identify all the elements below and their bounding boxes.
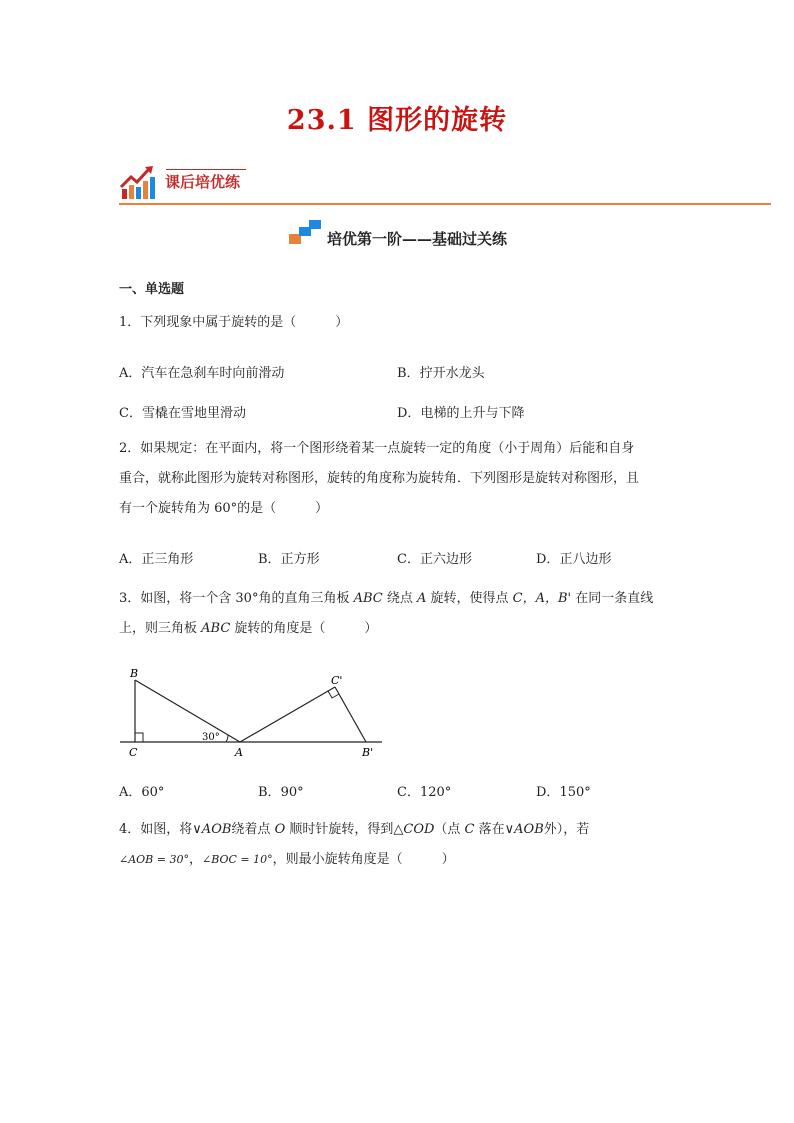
question-line: 4．如图，将∨AOB绕着点 O 顺时针旋转，得到△COD（点 C 落在∨AOB外），若 [119,822,590,837]
option-c: C．雪橇在雪地里滑动 [119,406,246,421]
question-line: 2．如果规定：在平面内，将一个图形绕着某一点旋转一定的角度（小于周角）后能和自身 [119,441,635,456]
page-title: 23.1 图形的旋转 [286,105,508,136]
option-d: D．正八边形 [536,552,612,567]
option-b: B．拧开水龙头 [397,366,485,381]
side-ac2 [240,687,335,742]
stage-heading [0,228,794,249]
side-c2b2 [335,687,366,742]
label-b: B [130,667,139,680]
option-c: C．120° [397,785,452,800]
right-angle-mark-c [135,733,143,742]
growth-chart-icon [119,163,159,203]
question-line: ∠AOB = 30°，∠BOC = 10°，则最小旋转角度是（ ） [119,852,455,867]
label-c-prime: C' [331,674,343,687]
option-c: C．正六边形 [397,552,472,567]
section-divider [119,203,771,205]
option-b: B．90° [258,785,304,800]
question-3 [119,584,699,644]
section-label: 课后培优练 [165,173,241,191]
option-d: D．电梯的上升与下降 [397,406,525,421]
question-line: 3．如图，将一个含 30°角的直角三角板 ABC 绕点 A 旋转，使得点 C，A，B' 在同一条直线 [119,591,654,606]
stairs-icon [287,218,323,246]
option-a: A．60° [119,785,165,800]
label-a: A [235,746,243,759]
stage-label: 培优第一阶——基础过关练 [326,230,507,248]
subsection-title: 一、单选题 [119,282,185,297]
label-c: C [129,746,138,759]
question-line: 上，则三角板 ABC 旋转的角度是（ ） [119,621,378,636]
option-a: A．正三角形 [119,552,194,567]
label-b-prime: B' [362,746,374,759]
angle-label: 30° [202,732,220,743]
section-label-overline [166,169,246,170]
question-line: 重合，就称此图形为旋转对称图形，旋转的角度称为旋转角．下列图形是旋转对称图形，且 [119,471,640,486]
section-header [119,163,771,207]
question-2 [119,434,699,524]
triangle-rotation-figure [110,660,400,765]
question-4 [119,815,719,875]
option-a: A．汽车在急刹车时向前滑动 [119,366,285,381]
option-b: B．正方形 [258,552,320,567]
angle-arc [226,735,228,742]
question-text: 下列现象中属于旋转的是（ ） [140,315,349,330]
question-1 [119,308,679,338]
question-number: 1． [119,315,141,330]
option-d: D．150° [536,785,591,800]
side-ab [135,680,240,742]
question-line: 有一个旋转角为 60°的是（ ） [119,501,329,516]
